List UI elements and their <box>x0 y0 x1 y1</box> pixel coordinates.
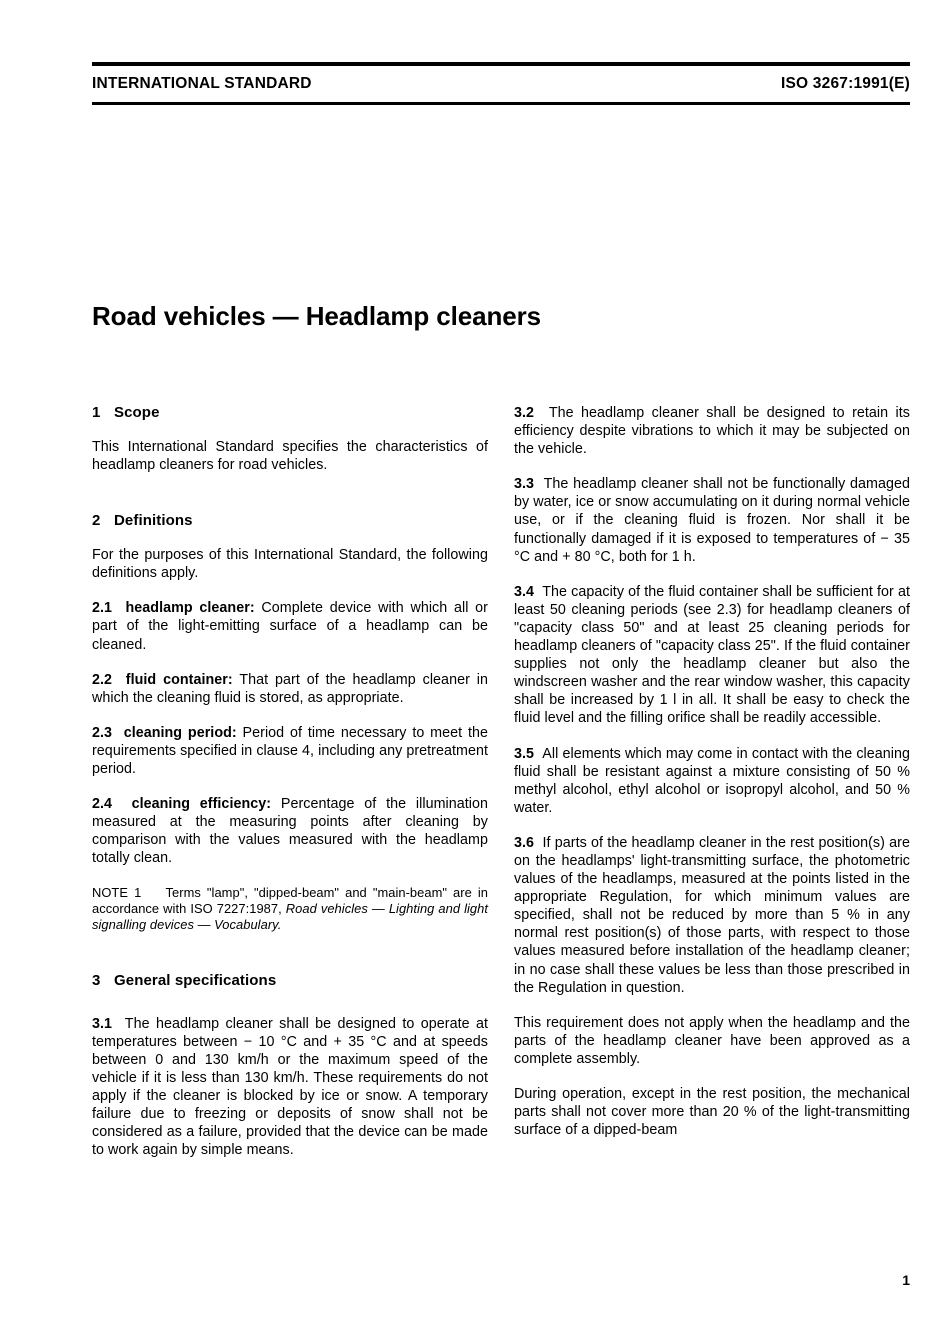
page-number: 1 <box>902 1272 910 1288</box>
clause-text-3-2: The headlamp cleaner shall be designed to retain its efficiency despite vibrations to which it may be subjected on the vehicle. <box>514 405 910 458</box>
clause-text-3-1: The headlamp cleaner shall be designed to operate at temperatures between − 10 °C and + 35 °C and at speeds between 0 and 130 km/h or the maximum speed of the vehicle if it is less than 130 km/h. These requirements do not apply if the cleaner is blocked by ice or snow. A temporary failure due to freezing or deposits of snow shall not be considered as a failure, provided that the device can be made to work again by simple means. <box>92 1015 489 1159</box>
definition-text-2-2: That part of the headlamp cleaner in which the cleaning fluid is stored, as appropriate. <box>92 671 488 706</box>
clause-number-3-2: 3.2 <box>514 405 535 421</box>
definition-number-2-1: 2.1 <box>92 600 113 617</box>
section-number-2: 2 <box>92 512 101 530</box>
definition-term-2-1: headlamp cleaner: <box>125 600 255 617</box>
column-right <box>514 404 910 1139</box>
section-heading-scope <box>92 404 488 421</box>
definition-text-2-4: Percentage of the illumination measured at the measuring points after cleaning by comparison with the values measured with the headlamp totally clean. <box>92 796 489 867</box>
header-row <box>92 66 910 102</box>
definition-2-2 <box>92 671 488 707</box>
column-left <box>92 404 488 1159</box>
clause-text-3-6: If parts of the headlamp cleaner in the rest position(s) are on the headlamps' light-transmitting surface, the photometric values of the headlamps, measured at the points listed in the appropriate Regulation, for which minimum values are specified, shall not be reduced by more than 5 % in any normal rest position(s) of those parts, with respect to those values measured before installation of the headlamp cleaner; in no case shall these values be less than those prescribed in the Regulation in question. <box>514 834 910 996</box>
definition-2-3 <box>92 724 488 778</box>
section-number-3: 3 <box>92 971 101 989</box>
clause-text-3-4: The capacity of the fluid container shall be sufficient for at least 50 cleaning periods (see 2.3) for headlamp cleaners of "capacity class 50" and at least 25 cleaning periods for headlamp cleaners of "capacity class 25". If the fluid container supplies not only the headlamp cleaner but also the windscreen washer and the rear window washer, this capacity shall be increased by 1 l in all. It shall be easy to check the fluid level and the filling orifice shall be readily accessible. <box>514 583 910 727</box>
clause-number-3-3: 3.3 <box>514 476 535 493</box>
standard-reference-label: ISO 3267:1991(E) <box>781 75 910 92</box>
definition-2-4 <box>92 795 488 867</box>
clause-number-3-1: 3.1 <box>92 1015 113 1032</box>
note-1 <box>92 885 488 934</box>
running-header <box>92 62 910 105</box>
definition-number-2-4: 2.4 <box>92 796 113 813</box>
paragraph-definitions-intro: For the purposes of this International Standard, the following definitions apply. <box>92 547 488 582</box>
definition-2-1 <box>92 599 488 653</box>
clause-text-3-5: All elements which may come in contact with the cleaning fluid shall be resistant against a mixture consisting of 50 % methyl alcohol, ethyl alcohol or isopropyl alcohol, and 50 % water. <box>514 745 911 816</box>
page-title: Road vehicles — Headlamp cleaners <box>92 301 542 332</box>
body-columns <box>92 404 910 1264</box>
section-heading-definitions <box>92 512 488 529</box>
section-number-1: 1 <box>92 404 101 421</box>
section-title-2: Definitions <box>114 512 193 530</box>
definition-number-2-3: 2.3 <box>92 724 113 741</box>
clause-number-3-6: 3.6 <box>514 834 535 851</box>
definition-text-2-1: Complete device with which all or part of the light-emitting surface of a headlamp can be cleaned. <box>92 600 488 653</box>
clause-3-5 <box>514 745 910 817</box>
header-rule-bottom <box>92 102 910 105</box>
clause-3-6 <box>514 834 910 997</box>
definition-term-2-3: cleaning period: <box>123 724 237 741</box>
clause-3-2 <box>514 404 910 458</box>
section-title-1: Scope <box>114 404 160 421</box>
section-title-3: General specifications <box>114 971 277 989</box>
definition-number-2-2: 2.2 <box>92 671 113 688</box>
clause-3-3 <box>514 475 910 565</box>
clause-text-3-3: The headlamp cleaner shall not be functionally damaged by water, ice or snow accumulating on it during normal vehicle use, or if the cleaning fluid is frozen. Nor shall it be functionally damaged if it is exposed to temperatures of − 35 °C and + 80 °C, both for 1 h. <box>514 476 911 565</box>
section-heading-general-specifications <box>92 972 488 989</box>
clause-3-1 <box>92 1015 488 1160</box>
definition-text-2-3: Period of time necessary to meet the requirements specified in clause 4, including any pretreatment period. <box>92 724 488 778</box>
note-text-italic: Road vehicles — Lighting and light signalling devices — Vocabulary. <box>92 900 488 933</box>
definition-term-2-4: cleaning efficiency: <box>131 796 272 813</box>
definition-term-2-2: fluid container: <box>125 671 233 688</box>
note-label: NOTE 1 <box>92 884 142 900</box>
standard-type-label: INTERNATIONAL STANDARD <box>92 75 312 92</box>
clause-number-3-4: 3.4 <box>514 583 535 600</box>
note-text: Terms "lamp", "dipped-beam" and "main-beam" are in accordance with ISO 7227:1987, <box>92 884 489 916</box>
clause-number-3-5: 3.5 <box>514 745 535 762</box>
paragraph-approval: This requirement does not apply when the headlamp and the parts of the headlamp cleaner have been approved as a complete assembly. <box>514 1014 910 1067</box>
clause-3-4 <box>514 583 910 728</box>
paragraph-scope: This International Standard specifies the characteristics of headlamp cleaners for road vehicles. <box>92 439 488 474</box>
paragraph-operation: During operation, except in the rest position, the mechanical parts shall not cover more than 20 % of the light-transmitting surface of a dipped-beam <box>514 1086 910 1139</box>
